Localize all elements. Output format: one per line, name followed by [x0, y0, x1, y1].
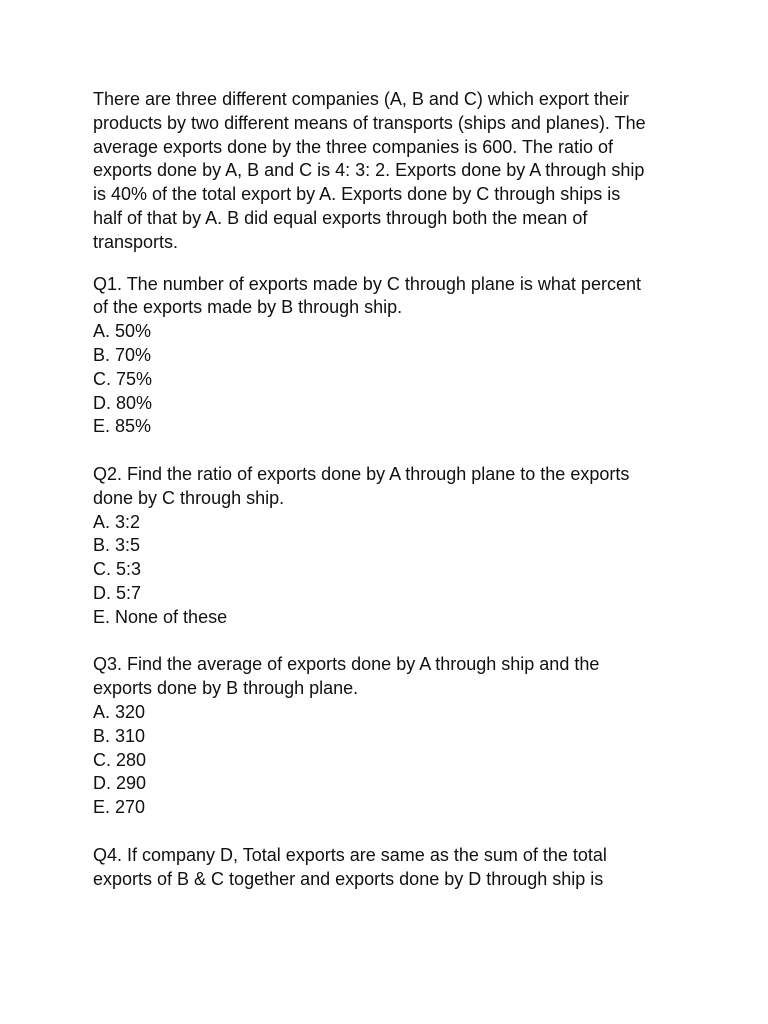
question-stem-line: done by C through ship. [93, 487, 285, 508]
answer-option: B. 310 [93, 725, 146, 746]
answer-option: B. 3:5 [93, 535, 141, 556]
question-2 [93, 463, 693, 630]
intro-line: half of that by A. B did equal exports through both the mean of [93, 207, 588, 228]
intro-line: exports done by A, B and C is 4: 3: 2. Exports done by A through ship [93, 160, 645, 181]
question-3 [93, 653, 693, 820]
document-page [93, 88, 693, 891]
answer-option: C. 75% [93, 368, 153, 389]
intro-line: There are three different companies (A, B and C) which export their [93, 89, 629, 109]
question-1 [93, 273, 693, 440]
answer-option: D. 290 [93, 773, 147, 794]
answer-option: C. 280 [93, 749, 147, 770]
intro-line: is 40% of the total export by A. Exports done by C through ships is [93, 184, 621, 205]
question-stem-line: exports of B & C together and exports done by D through ship is [93, 868, 604, 889]
question-4 [93, 844, 693, 892]
intro-line: average exports done by the three companies is 600. The ratio of [93, 136, 613, 157]
answer-option: E. None of these [93, 606, 228, 627]
question-stem-line: of the exports made by B through ship. [93, 297, 403, 318]
question-stem-line: Q1. The number of exports made by C through plane is what percent [93, 273, 641, 294]
answer-option: E. 85% [93, 416, 152, 437]
answer-option: E. 270 [93, 797, 146, 818]
answer-option: A. 50% [93, 321, 152, 342]
question-stem-line: Q3. Find the average of exports done by A through ship and the [93, 654, 600, 675]
answer-option: C. 5:3 [93, 559, 142, 580]
answer-option: A. 320 [93, 701, 146, 722]
intro-paragraph [93, 88, 693, 255]
question-stem-line: exports done by B through plane. [93, 678, 359, 699]
intro-line: products by two different means of transports (ships and planes). The [93, 112, 646, 133]
question-stem-line: Q2. Find the ratio of exports done by A through plane to the exports [93, 463, 630, 484]
answer-option: D. 5:7 [93, 582, 142, 603]
answer-option: B. 70% [93, 344, 152, 365]
answer-option: A. 3:2 [93, 511, 141, 532]
intro-line: transports. [93, 231, 179, 252]
answer-option: D. 80% [93, 392, 153, 413]
question-stem-line: Q4. If company D, Total exports are same as the sum of the total [93, 844, 607, 865]
